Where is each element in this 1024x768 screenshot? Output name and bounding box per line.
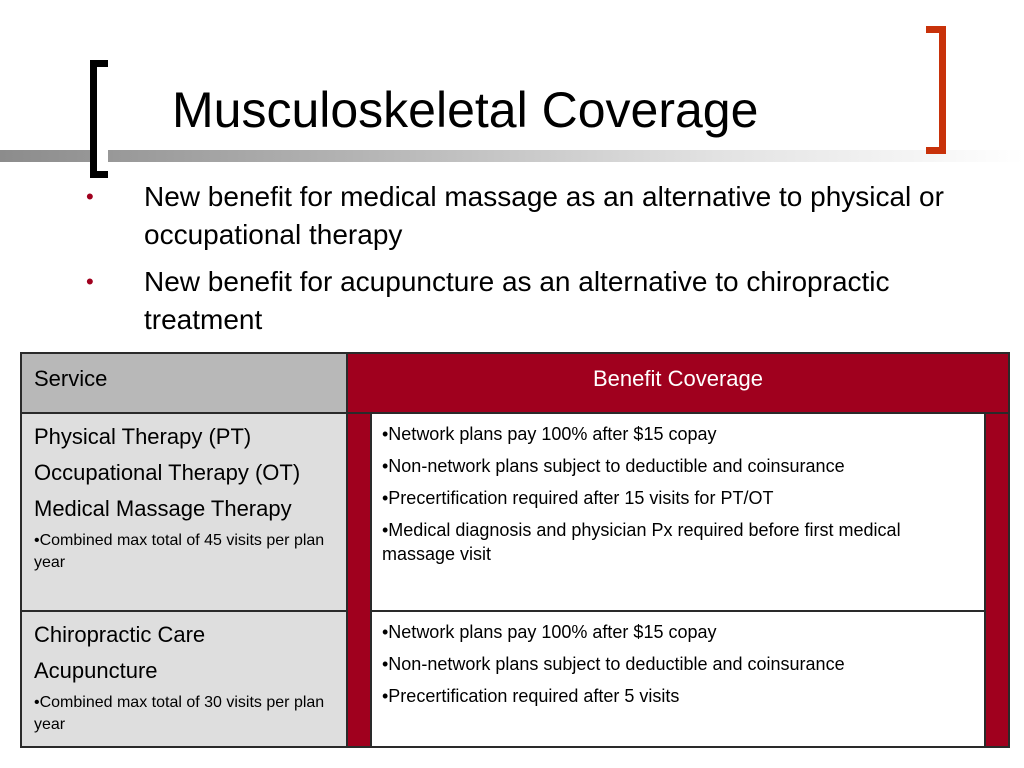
bullet-marker-icon: • xyxy=(86,184,94,209)
slide-title: Musculoskeletal Coverage xyxy=(172,82,759,138)
coverage-item: •Medical diagnosis and physician Px required before first medical massage visit xyxy=(382,520,901,564)
service-item: Occupational Therapy (OT) xyxy=(34,460,301,485)
coverage-item: •Network plans pay 100% after $15 copay xyxy=(382,622,717,642)
coverage-item: •Non-network plans subject to deductible and coinsurance xyxy=(382,456,845,476)
bullet-text: New benefit for acupuncture as an alternative to chiropractic treatment xyxy=(144,266,890,335)
service-item: Chiropractic Care xyxy=(34,622,206,647)
service-item: Medical Massage Therapy xyxy=(34,496,292,521)
coverage-item: •Precertification required after 15 visits for PT/OT xyxy=(382,488,774,508)
service-item: Acupuncture xyxy=(34,658,158,683)
coverage-cell-chiropractic xyxy=(370,612,986,746)
right-bracket-decoration xyxy=(926,26,946,154)
service-item: Physical Therapy (PT) xyxy=(34,424,252,449)
bullet-item xyxy=(86,178,986,254)
coverage-table xyxy=(20,352,1010,748)
service-visit-limit-note: •Combined max total of 45 visits per plan year xyxy=(34,532,325,571)
header-gradient-rule xyxy=(0,150,1024,162)
header-service: Service xyxy=(22,354,348,414)
bullet-marker-icon: • xyxy=(86,269,94,294)
bullet-list xyxy=(86,178,986,348)
bullet-item xyxy=(86,263,986,339)
header-benefit-coverage: Benefit Coverage xyxy=(348,354,1008,414)
bullet-text: New benefit for medical massage as an alternative to physical or occupational therapy xyxy=(144,181,944,250)
coverage-item: •Precertification required after 5 visits xyxy=(382,686,680,706)
service-cell-chiropractic xyxy=(22,612,348,746)
coverage-item: •Network plans pay 100% after $15 copay xyxy=(382,424,717,444)
coverage-cell-therapy xyxy=(370,414,986,612)
left-bracket-decoration xyxy=(90,60,108,178)
service-visit-limit-note: •Combined max total of 30 visits per plan year xyxy=(34,694,325,733)
coverage-item: •Non-network plans subject to deductible and coinsurance xyxy=(382,654,845,674)
service-cell-therapy xyxy=(22,414,348,612)
